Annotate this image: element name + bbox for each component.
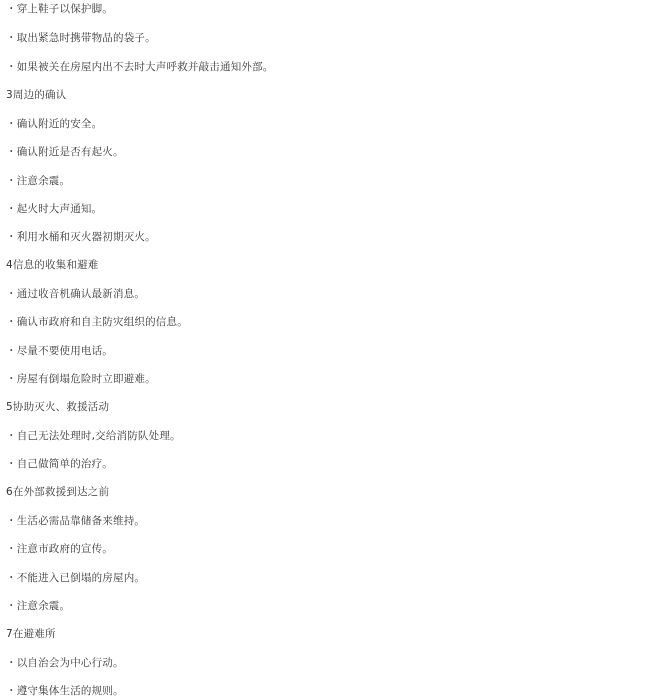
section-heading: 6在外部救援到达之前 xyxy=(6,486,110,498)
list-item: ・自己无法处理时,交给消防队处理。 xyxy=(6,430,181,442)
list-item: ・自己做简单的治疗。 xyxy=(6,458,113,470)
list-item: ・取出紧急时携带物品的袋子。 xyxy=(6,32,156,44)
list-item: ・尽量不要使用电话。 xyxy=(6,345,113,357)
list-item: ・确认市政府和自主防灾组织的信息。 xyxy=(6,316,188,328)
list-item: ・生活必需品靠储备来维持。 xyxy=(6,515,146,527)
list-item: ・如果被关在房屋内出不去时大声呼救并敲击通知外部。 xyxy=(6,61,274,73)
section-heading: 4信息的收集和避难 xyxy=(6,259,99,271)
list-item: ・穿上鞋子以保护脚。 xyxy=(6,3,113,15)
section-heading: 3周边的确认 xyxy=(6,89,67,101)
list-item: ・确认附近是否有起火。 xyxy=(6,146,124,158)
list-item: ・起火时大声通知。 xyxy=(6,203,103,215)
list-item: ・确认附近的安全。 xyxy=(6,118,103,130)
list-item: ・注意余震。 xyxy=(6,600,71,612)
section-heading: 7在避难所 xyxy=(6,628,56,640)
list-item: ・注意市政府的宣传。 xyxy=(6,543,113,555)
list-item: ・注意余震。 xyxy=(6,175,71,187)
list-item: ・不能进入已倒塌的房屋内。 xyxy=(6,572,146,584)
list-item: ・通过收音机确认最新消息。 xyxy=(6,288,146,300)
list-item: ・以自治会为中心行动。 xyxy=(6,657,124,669)
section-heading: 5协助灭火、救援活动 xyxy=(6,401,110,413)
list-item: ・遵守集体生活的规则。 xyxy=(6,685,124,697)
list-item: ・利用水桶和灭火器初期灭火。 xyxy=(6,231,156,243)
list-item: ・房屋有倒塌危险时立即避难。 xyxy=(6,373,156,385)
